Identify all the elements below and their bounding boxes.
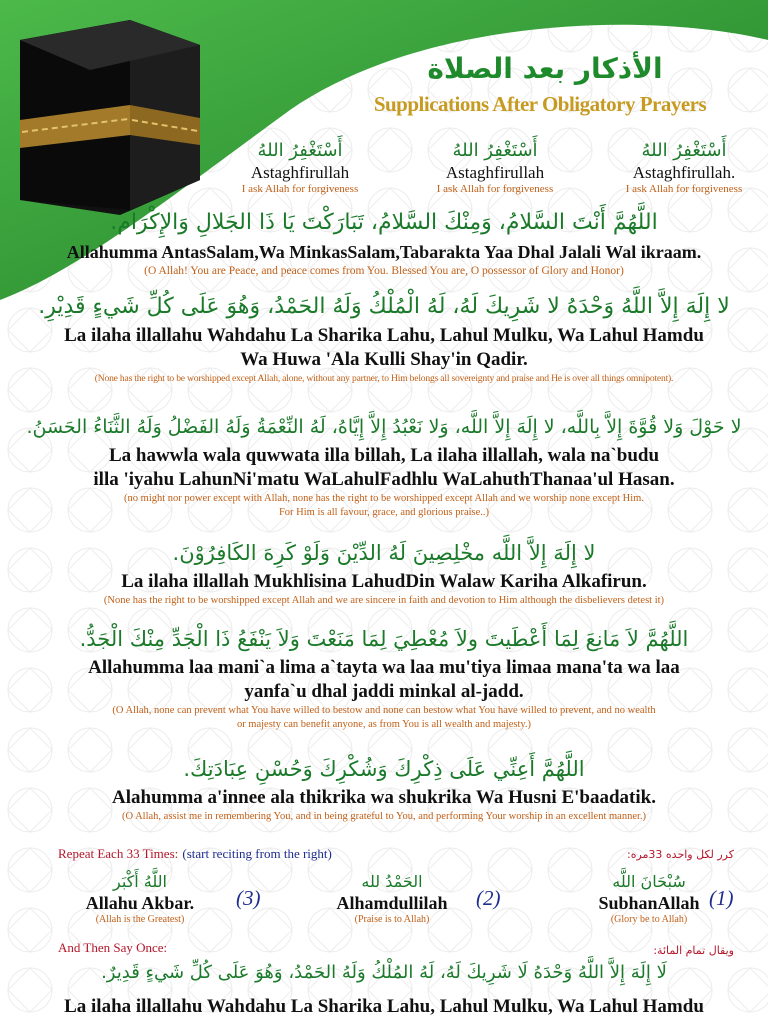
istighfar-item xyxy=(400,140,590,195)
title-english: Supplications After Obligatory Prayers xyxy=(373,92,707,116)
tasbih-arabic: اللَّهُ أَكْبَر xyxy=(113,872,167,891)
dua-arabic: اللَّهُمَّ لاَ مَانِعَ لِمَا أَعْطَيتَ ولاَ مُعْطِيَ لِمَا مَنَعْتَ وَلاَ يَنْفَعُ ذَا الْجَدِّ مِنْكَ الْجَدُّ. xyxy=(79,627,689,651)
dua-meaning: For Him is all favour, grace, and glorious praise..) xyxy=(278,507,490,518)
tasbih-translit: Allahu Akbar. xyxy=(85,893,195,913)
istighfar-meaning: I ask Allah for forgiveness xyxy=(436,183,554,195)
dua-meaning: (O Allah, assist me in remembering You, and in being grateful to You, and performing Your worship in an excellent manner.) xyxy=(121,811,647,822)
dua-meaning: (O Allah, none can prevent what You have willed to bestow and none can bestow what You have willed to prevent, and no wealth xyxy=(112,705,656,716)
istighfar-arabic: أَسْتَغْفِرُ اللهُ xyxy=(257,140,343,161)
tasbih-meaning: (Praise is to Allah) xyxy=(354,914,430,925)
dua-translit: Alahumma a'innee ala thikrika wa shukrika Wa Husni E'baadatik. xyxy=(112,787,656,808)
tasbih-item xyxy=(574,872,724,925)
repeat-label-en: Repeat Each 33 Times: xyxy=(58,846,179,861)
tasbih-number: (2) xyxy=(476,886,501,910)
dua-meaning: (None has the right to be worshipped except Allah and we are sincere in faith and devotion to Him although the disbelievers detest it) xyxy=(103,595,665,606)
tasbih-arabic: الحَمْدُ لله xyxy=(361,872,423,891)
istighfar-meaning: I ask Allah for forgiveness xyxy=(241,183,359,195)
istighfar-item xyxy=(600,140,768,195)
dua-translit: illa 'iyahu LahunNi'matu WaLahulFadhlu WaLahuthThanaa'ul Hasan. xyxy=(93,469,675,490)
istighfar-arabic: أَسْتَغْفِرُ اللهُ xyxy=(641,140,727,161)
tasbih-item xyxy=(310,872,474,925)
istighfar-translit: Astaghfirullah. xyxy=(632,163,736,182)
dua-meaning: (O Allah! You are Peace, and peace comes from You. Blessed You are, O possessor of Glory and Honor) xyxy=(144,265,624,277)
repeat-label-note: (start reciting from the right) xyxy=(182,846,332,861)
istighfar-meaning: I ask Allah for forgiveness xyxy=(625,183,743,195)
tasbih-arabic: سُبْحَانَ اللَّه xyxy=(612,872,686,891)
istighfar-item xyxy=(210,140,390,195)
title-arabic: الأذكار بعد الصلاة xyxy=(427,52,663,85)
dua-block xyxy=(0,536,768,608)
once-translit: La ilaha illallahu Wahdahu La Sharika Lahu, Lahul Mulku, Wa Lahul Hamdu xyxy=(64,996,704,1017)
dua-translit: La ilaha illallahu Wahdahu La Sharika Lahu, Lahul Mulku, Wa Lahul Hamdu xyxy=(64,325,704,346)
tasbih-number: (1) xyxy=(709,886,734,910)
dua-arabic: لا إِلَهَ إِلاَّ اللَّه مخْلِصِينَ لَهُ الدِّيْنَ وَلَوْ كَرِهَ الكَافِرُوْنَ. xyxy=(172,541,596,565)
dua-translit: La ilaha illallah Mukhlisina LahudDin Walaw Kariha Alkafirun. xyxy=(121,571,647,592)
dua-block xyxy=(10,206,758,279)
dua-arabic: لا إِلَهَ إِلاَّ اللَّهُ وَحْدَهُ لا شَرِيكَ لَهُ، لَهُ الْمُلْكُ وَلَهُ الحَمْدُ، وَهُوَ عَلَى كُلِّ شَيءٍ قَدِيْرِ. xyxy=(38,294,730,319)
once-label: And Then Say Once: xyxy=(58,940,168,955)
dua-translit: Wa Huwa 'Ala Kulli Shay'in Qadir. xyxy=(240,349,528,370)
repeat-label xyxy=(58,846,478,862)
istighfar-translit: Astaghfirullah xyxy=(250,163,350,182)
dua-meaning: (None has the right to be worshipped except Allah, alone, without any partner, to Him belongs all sovereignty and praise and He is over all things omnipotent). xyxy=(94,373,674,384)
dua-meaning: (no might nor power except with Allah, none has the right to be worshipped except Allah and we worship none except Him. xyxy=(124,493,644,504)
dua-translit: yanfa`u dhal jaddi minkal al-jadd. xyxy=(244,681,524,702)
istighfar-translit: Astaghfirullah xyxy=(445,163,545,182)
tasbih-translit: SubhanAllah xyxy=(598,893,700,913)
once-label-arabic: ويقال تمام المائة: xyxy=(653,944,734,957)
dua-translit: Allahumma AntasSalam,Wa MinkasSalam,Tabarakta Yaa Dhal Jalali Wal ikraam. xyxy=(66,242,702,262)
tasbih-number: (3) xyxy=(236,886,261,910)
dua-block xyxy=(0,622,768,732)
istighfar-arabic: أَسْتَغْفِرُ اللهُ xyxy=(452,140,538,161)
dua-arabic: اللَّهُمَّ أَنْتَ السَّلامُ، وَمِنْكَ السَّلامُ، تَبَارَكْتَ يَا ذَا الجَلالِ وَالإِكْرَام. xyxy=(110,210,658,235)
tasbih-translit: Alhamdullilah xyxy=(336,893,448,913)
kaaba-image xyxy=(0,0,210,230)
dua-block xyxy=(0,290,768,386)
tasbih-item xyxy=(60,872,220,925)
dua-arabic: لا حَوْلَ وَلا قُوَّةَ إِلاَّ بِاللَّه، لا إِلَهَ إِلاَّ اللَّه، وَلا نَعْبُدُ إِلاَّ إِيَّاهُ، لَهُ النِّعْمَةُ وَلَهُ الفَضْلُ وَلَهُ الثَّنَاءُ الحَسَنُ. xyxy=(26,416,742,438)
tasbih-meaning: (Allah is the Greatest) xyxy=(95,914,185,925)
repeat-label-arabic: كرر لكل واحده 33مره: xyxy=(626,848,734,861)
dua-arabic: اللَّهُمَّ أَعِنِّي عَلَى ذِكْرِكَ وَشُكْرِكَ وَحُسْنِ عِبَادَتِكَ. xyxy=(183,757,585,781)
dua-translit: Allahumma laa mani`a lima a`tayta wa laa mu'tiya limaa mana'ta wa laa xyxy=(88,657,680,678)
dua-translit: La hawwla wala quwwata illa billah, La ilaha illallah, wala na`budu xyxy=(108,445,660,466)
tasbih-meaning: (Glory be to Allah) xyxy=(610,914,688,925)
dua-block xyxy=(0,410,768,520)
once-arabic: لَا إِلَهَ إِلاَّ اللَّهُ وَحْدَهُ لَا شَرِيكَ لَهُ، لَهُ المُلْكُ وَلَهُ الحَمْدُ، وَهُوَ عَلَى كُلِّ شَيءٍ قَدِيرٌ. xyxy=(101,962,667,983)
dua-block xyxy=(0,752,768,824)
dua-meaning: or majesty can benefit anyone, as from You is all wealth and majesty.) xyxy=(236,719,532,730)
